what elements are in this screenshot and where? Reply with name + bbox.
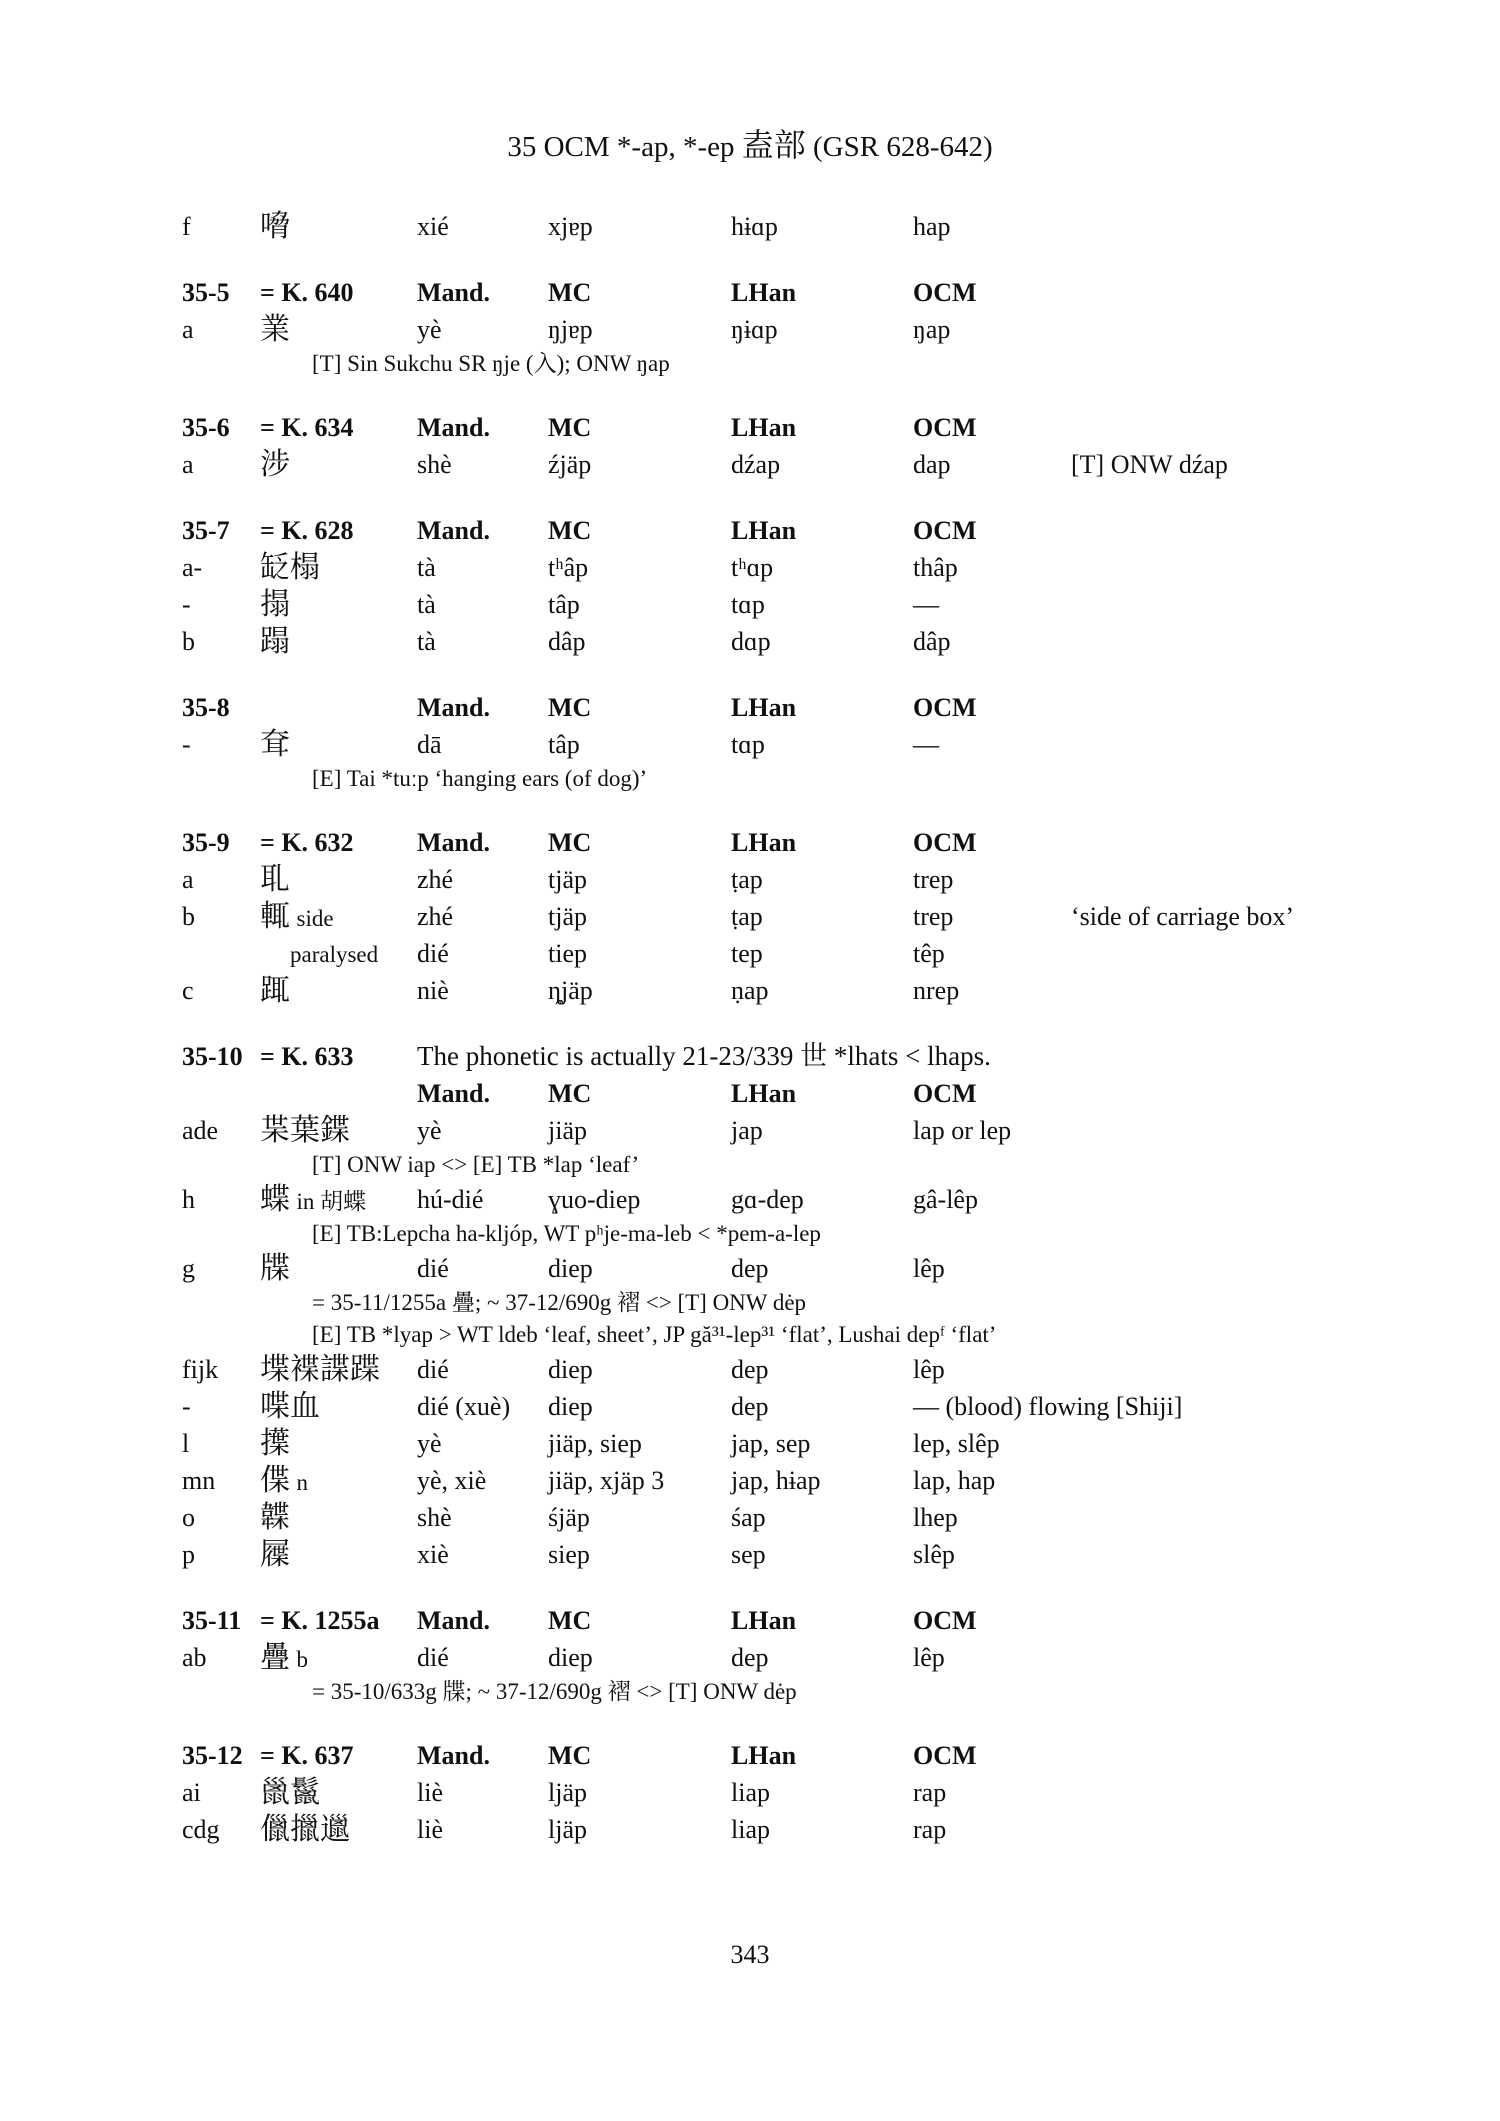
entry-character-cell bbox=[260, 1425, 290, 1463]
entry-middle-chinese: diep bbox=[548, 1392, 593, 1421]
entry-row bbox=[182, 1774, 1342, 1811]
entry-note bbox=[182, 763, 1342, 795]
column-header-mc: MC bbox=[548, 693, 592, 722]
entry-mandarin: tà bbox=[417, 553, 436, 582]
column-header-mand: Mand. bbox=[417, 828, 490, 857]
column-header-mand: Mand. bbox=[417, 1741, 490, 1770]
column-header-ocm: OCM bbox=[913, 1079, 977, 1108]
column-header-ocm: OCM bbox=[913, 278, 977, 307]
column-header-ocm: OCM bbox=[913, 1741, 977, 1770]
column-header-mc: MC bbox=[548, 1741, 592, 1770]
column-header-ocm: OCM bbox=[913, 413, 977, 442]
entry-character-cell bbox=[260, 1351, 380, 1389]
entry-middle-chinese: dâp bbox=[548, 627, 586, 656]
section-header bbox=[182, 1602, 1342, 1639]
section-header bbox=[182, 1737, 1342, 1774]
entry-mandarin: yè, xiè bbox=[417, 1466, 487, 1495]
karlgren-ref: = K. 628 bbox=[260, 516, 354, 545]
entry-note bbox=[182, 1149, 1342, 1181]
entry-character: 偞 bbox=[260, 1463, 290, 1498]
entry-old-chinese: lêp bbox=[913, 1643, 945, 1672]
entry-old-chinese: lêp bbox=[913, 1355, 945, 1384]
entry-character-cell bbox=[260, 446, 290, 484]
column-header-mand: Mand. bbox=[417, 693, 490, 722]
entry-later-han: ṭap bbox=[731, 902, 763, 931]
entry-character: 巤鬣 bbox=[260, 1775, 320, 1810]
entry-character: 韘 bbox=[260, 1500, 290, 1535]
entry-mandarin: dié bbox=[417, 1355, 449, 1384]
column-header-mand: Mand. bbox=[417, 516, 490, 545]
page-number: 343 bbox=[730, 1940, 770, 1969]
entry-middle-chinese: źjäp bbox=[548, 450, 592, 479]
entry-old-chinese: lhep bbox=[913, 1503, 958, 1532]
section-id: 35-10 bbox=[182, 1042, 243, 1071]
entry-old-chinese: trep bbox=[913, 865, 954, 894]
entry-old-chinese: thâp bbox=[913, 553, 958, 582]
column-header-ocm: OCM bbox=[913, 693, 977, 722]
entry-mandarin: tà bbox=[417, 627, 436, 656]
entry-later-han: dep bbox=[731, 1392, 769, 1421]
column-header-lhan: LHan bbox=[731, 828, 797, 857]
entry-label: f bbox=[182, 212, 191, 241]
entry-row bbox=[182, 1462, 1342, 1499]
column-header-lhan: LHan bbox=[731, 693, 797, 722]
entry-row bbox=[182, 1425, 1342, 1462]
entry-label: p bbox=[182, 1540, 195, 1569]
entry-remark: [T] ONW dźap bbox=[1071, 450, 1228, 479]
entry-note bbox=[182, 1676, 1342, 1708]
entry-mandarin: dié bbox=[417, 939, 449, 968]
entry-middle-chinese: ljäp bbox=[548, 1815, 587, 1844]
entry-gloss: b bbox=[296, 1647, 308, 1672]
entry-character-cell bbox=[260, 1639, 308, 1678]
entry-later-han: dɑp bbox=[731, 627, 771, 656]
section-gap bbox=[182, 483, 1342, 512]
entry-later-han: ṭap bbox=[731, 865, 763, 894]
entry-middle-chinese: tâp bbox=[548, 730, 580, 759]
entry-old-chinese: ŋap bbox=[913, 315, 951, 344]
entry-mandarin: liè bbox=[417, 1778, 443, 1807]
entry-row bbox=[182, 1388, 1342, 1425]
entry-character: 搨 bbox=[260, 587, 290, 622]
column-header-mc: MC bbox=[548, 1606, 592, 1635]
entry-character: 嗋 bbox=[260, 209, 290, 244]
entry-mandarin: hú-dié bbox=[417, 1185, 484, 1214]
section-id: 35-6 bbox=[182, 413, 230, 442]
entry-old-chinese: trep bbox=[913, 902, 954, 931]
entry-row bbox=[182, 1351, 1342, 1388]
entry-later-han: ṇap bbox=[731, 976, 769, 1005]
entry-later-han: liap bbox=[731, 1778, 770, 1807]
entry-middle-chinese: tiep bbox=[548, 939, 587, 968]
entry-middle-chinese: jiäp bbox=[548, 1116, 587, 1145]
note-text: [T] ONW iap <> [E] TB *lap ‘leaf’ bbox=[312, 1152, 640, 1177]
running-head-gsr: (GSR 628-642) bbox=[813, 131, 993, 163]
entry-row bbox=[182, 311, 1342, 348]
entry-mandarin: shè bbox=[417, 1503, 452, 1532]
section-header bbox=[182, 512, 1342, 549]
section-gap bbox=[182, 245, 1342, 274]
entry-later-han: śap bbox=[731, 1503, 766, 1532]
section-id: 35-8 bbox=[182, 693, 230, 722]
entry-gloss: n bbox=[296, 1470, 308, 1495]
section-id: 35-12 bbox=[182, 1741, 243, 1770]
entry-label: fijk bbox=[182, 1355, 219, 1384]
entry-character-cell bbox=[260, 208, 290, 246]
column-header-mc: MC bbox=[548, 278, 592, 307]
entry-later-han: dep bbox=[731, 1643, 769, 1672]
entry-label: h bbox=[182, 1185, 195, 1214]
entry-character: 疊 bbox=[260, 1640, 290, 1675]
entry-later-han: dźap bbox=[731, 450, 781, 479]
karlgren-ref: = K. 634 bbox=[260, 413, 354, 442]
entry-old-chinese: dâp bbox=[913, 627, 951, 656]
entry-later-han: jap, hɨap bbox=[731, 1466, 821, 1495]
entry-old-chinese: lap, hap bbox=[913, 1466, 996, 1495]
entry-note bbox=[182, 1218, 1342, 1250]
entry-row bbox=[182, 446, 1342, 483]
entry-label: ai bbox=[182, 1778, 201, 1807]
entry-gloss: in 胡蝶 bbox=[296, 1189, 367, 1214]
entry-row bbox=[182, 1250, 1342, 1287]
entry-row bbox=[182, 1639, 1342, 1676]
entry-character-cell bbox=[260, 898, 334, 937]
section-id: 35-9 bbox=[182, 828, 230, 857]
column-header-lhan: LHan bbox=[731, 516, 797, 545]
column-header-lhan: LHan bbox=[731, 1079, 797, 1108]
entry-later-han: tʰɑp bbox=[731, 553, 774, 582]
entry-character-cell bbox=[260, 726, 290, 764]
entry-middle-chinese: tjäp bbox=[548, 902, 587, 931]
entry-old-chinese: hap bbox=[913, 212, 951, 241]
entry-row bbox=[182, 1536, 1342, 1573]
entry-label: ade bbox=[182, 1116, 219, 1145]
section-header bbox=[182, 274, 1342, 311]
entry-mandarin: liè bbox=[417, 1815, 443, 1844]
entry-character: 踂 bbox=[260, 973, 290, 1008]
entry-mandarin: zhé bbox=[417, 865, 454, 894]
entry-middle-chinese: śjäp bbox=[548, 1503, 590, 1532]
entry-character-cell bbox=[260, 549, 320, 587]
entry-mandarin: zhé bbox=[417, 902, 454, 931]
entry-middle-chinese: diep bbox=[548, 1254, 593, 1283]
entry-character: 耴 bbox=[260, 862, 290, 897]
entry-character-cell bbox=[260, 1462, 308, 1501]
entry-label: a- bbox=[182, 553, 203, 582]
column-header-mc: MC bbox=[548, 1079, 592, 1108]
entry-old-chinese: — bbox=[913, 590, 939, 619]
section-header bbox=[182, 1038, 1342, 1075]
column-header-mc: MC bbox=[548, 828, 592, 857]
entry-label: mn bbox=[182, 1466, 216, 1495]
entry-character-cell bbox=[260, 586, 290, 624]
entry-middle-chinese: diep bbox=[548, 1355, 593, 1384]
entry-old-chinese: gâ-lêp bbox=[913, 1185, 978, 1214]
section-gap bbox=[182, 795, 1342, 824]
section-gap bbox=[182, 660, 1342, 689]
note-text: [T] Sin Sukchu SR ŋje (入); ONW ŋap bbox=[312, 351, 670, 376]
entry-note bbox=[182, 348, 1342, 380]
entry-old-chinese: dap bbox=[913, 450, 951, 479]
entry-character: 枼葉鍱 bbox=[260, 1113, 350, 1148]
note-text: = 35-11/1255a 疊; ~ 37-12/690g 褶 <> [T] ONW dėp bbox=[312, 1290, 807, 1315]
entry-old-chinese: — (blood) flowing [Shiji] bbox=[913, 1392, 1183, 1421]
entry-old-chinese: têp bbox=[913, 939, 945, 968]
entry-middle-chinese: diep bbox=[548, 1643, 593, 1672]
entry-character-cell bbox=[260, 861, 290, 899]
entry-later-han: dep bbox=[731, 1254, 769, 1283]
entry-row bbox=[182, 586, 1342, 623]
column-header-mand: Mand. bbox=[417, 413, 490, 442]
entry-mandarin: xiè bbox=[417, 1540, 449, 1569]
entry-row bbox=[182, 1499, 1342, 1536]
entry-old-chinese: — bbox=[913, 730, 939, 759]
column-header-lhan: LHan bbox=[731, 1606, 797, 1635]
column-header-lhan: LHan bbox=[731, 413, 797, 442]
running-head-text: 35 OCM *-ap, *-ep bbox=[507, 131, 735, 163]
entry-middle-chinese: ȵjäp bbox=[548, 976, 593, 1005]
entries-body bbox=[182, 208, 1342, 1848]
entry-old-chinese: lêp bbox=[913, 1254, 945, 1283]
entry-middle-chinese: ljäp bbox=[548, 1778, 587, 1807]
section-id: 35-11 bbox=[182, 1606, 242, 1635]
section-gap bbox=[182, 380, 1342, 409]
entry-character: 耷 bbox=[260, 727, 290, 762]
entry-mandarin: dié (xuè) bbox=[417, 1392, 511, 1421]
entry-middle-chinese: ŋjɐp bbox=[548, 315, 593, 344]
entry-old-chinese: slêp bbox=[913, 1540, 955, 1569]
entry-character-cell bbox=[260, 1811, 350, 1849]
entry-mandarin: tà bbox=[417, 590, 436, 619]
entry-row bbox=[182, 898, 1342, 935]
entry-mandarin: shè bbox=[417, 450, 452, 479]
entry-later-han: gɑ-dep bbox=[731, 1185, 804, 1214]
entry-note bbox=[182, 1287, 1342, 1319]
entry-label: o bbox=[182, 1503, 195, 1532]
column-header-mc: MC bbox=[548, 516, 592, 545]
column-header-lhan: LHan bbox=[731, 1741, 797, 1770]
entry-later-han: sep bbox=[731, 1540, 766, 1569]
entry-label: c bbox=[182, 976, 194, 1005]
entry-mandarin: yè bbox=[417, 315, 442, 344]
entry-later-han: liap bbox=[731, 1815, 770, 1844]
section-header bbox=[182, 409, 1342, 446]
entry-row bbox=[182, 861, 1342, 898]
entry-row bbox=[182, 726, 1342, 763]
column-header-mand: Mand. bbox=[417, 1079, 490, 1108]
entry-row bbox=[182, 1811, 1342, 1848]
entry-label: l bbox=[182, 1429, 190, 1458]
column-header-mand: Mand. bbox=[417, 1606, 490, 1635]
entry-row bbox=[182, 1112, 1342, 1149]
entry-middle-chinese: ɣuo-diep bbox=[548, 1185, 641, 1214]
entry-later-han: dep bbox=[731, 1355, 769, 1384]
column-header-ocm: OCM bbox=[913, 516, 977, 545]
entry-row bbox=[182, 935, 1342, 972]
note-text: [E] TB:Lepcha ha-kljóp, WT pʰje-ma-leb < *pem-a-lep bbox=[312, 1221, 821, 1246]
entry-character-cell bbox=[260, 1250, 290, 1288]
entry-label: ab bbox=[182, 1643, 207, 1672]
entry-later-han: tep bbox=[731, 939, 763, 968]
section-gap bbox=[182, 1708, 1342, 1737]
note-text: [E] TB *lyap > WT ldeb ‘leaf, sheet’, JP gă³¹-lep³¹ ‘flat’, Lushai depᶠ ‘flat’ bbox=[312, 1322, 997, 1347]
entry-later-han: tɑp bbox=[731, 730, 765, 759]
entry-character: 業 bbox=[260, 312, 290, 347]
entry-middle-chinese: jiäp, xjäp 3 bbox=[548, 1466, 665, 1495]
entry-old-chinese: lep, slêp bbox=[913, 1429, 1000, 1458]
column-header-row bbox=[182, 1075, 1342, 1112]
entry-character-cell bbox=[260, 311, 290, 349]
entry-middle-chinese: tjäp bbox=[548, 865, 587, 894]
entry-row bbox=[182, 208, 1342, 245]
entry-label: cdg bbox=[182, 1815, 220, 1844]
column-header-ocm: OCM bbox=[913, 1606, 977, 1635]
entry-character: 堞褋諜蹀 bbox=[260, 1352, 380, 1387]
entry-label: - bbox=[182, 730, 191, 759]
entry-row bbox=[182, 972, 1342, 1009]
entry-later-han: hɨɑp bbox=[731, 212, 778, 241]
entry-later-han: jap bbox=[731, 1116, 763, 1145]
entry-character: 儠擸邋 bbox=[260, 1812, 350, 1847]
entry-row bbox=[182, 549, 1342, 586]
entry-character-cell bbox=[260, 1536, 290, 1574]
entry-middle-chinese: tâp bbox=[548, 590, 580, 619]
entry-old-chinese: rap bbox=[913, 1778, 947, 1807]
running-head-cjk: 盍部 bbox=[741, 126, 806, 164]
section-header bbox=[182, 824, 1342, 861]
note-text: = 35-10/633g 牒; ~ 37-12/690g 褶 <> [T] ONW dėp bbox=[312, 1679, 797, 1704]
entry-label: b bbox=[182, 902, 195, 931]
entry-character: 涉 bbox=[260, 447, 290, 482]
entry-character: 蹋 bbox=[260, 624, 290, 659]
entry-character: 喋血 bbox=[260, 1389, 320, 1424]
entry-character-cell bbox=[290, 935, 378, 973]
column-header-mand: Mand. bbox=[417, 278, 490, 307]
entry-middle-chinese: xjɐp bbox=[548, 212, 593, 241]
section-id: 35-5 bbox=[182, 278, 230, 307]
entry-later-han: tɑp bbox=[731, 590, 765, 619]
entry-label: g bbox=[182, 1254, 195, 1283]
entry-character: 䍇榻 bbox=[260, 550, 320, 585]
entry-character: 蝶 bbox=[260, 1182, 290, 1217]
entry-mandarin: xié bbox=[417, 212, 449, 241]
entry-label: - bbox=[182, 590, 191, 619]
karlgren-ref: = K. 1255a bbox=[260, 1606, 380, 1635]
entry-gloss: paralysed bbox=[290, 942, 379, 967]
entry-remark: ‘side of carriage box’ bbox=[1071, 902, 1295, 931]
entry-note bbox=[182, 1319, 1342, 1351]
entry-gloss: side bbox=[296, 906, 334, 931]
entry-middle-chinese: jiäp, siep bbox=[548, 1429, 642, 1458]
entry-mandarin: dié bbox=[417, 1643, 449, 1672]
entry-old-chinese: lap or lep bbox=[913, 1116, 1012, 1145]
entry-character: 擛 bbox=[260, 1426, 290, 1461]
karlgren-ref: = K. 637 bbox=[260, 1741, 354, 1770]
karlgren-ref: = K. 640 bbox=[260, 278, 354, 307]
entry-row bbox=[182, 1181, 1342, 1218]
entry-old-chinese: nrep bbox=[913, 976, 960, 1005]
entry-character: 輒 bbox=[260, 899, 290, 934]
entry-middle-chinese: tʰâp bbox=[548, 553, 589, 582]
column-header-lhan: LHan bbox=[731, 278, 797, 307]
entry-label: a bbox=[182, 450, 194, 479]
entry-label: - bbox=[182, 1392, 191, 1421]
entry-label: a bbox=[182, 315, 194, 344]
entry-character-cell bbox=[260, 1499, 290, 1537]
entry-later-han: jap, sep bbox=[731, 1429, 811, 1458]
entry-mandarin: yè bbox=[417, 1116, 442, 1145]
running-head bbox=[0, 120, 1500, 166]
phonetic-note: The phonetic is actually 21-23/339 世 *lhats < lhaps. bbox=[417, 1041, 991, 1071]
entry-row bbox=[182, 623, 1342, 660]
entry-character-cell bbox=[260, 1388, 320, 1426]
entry-label: b bbox=[182, 627, 195, 656]
entry-later-han: ŋɨɑp bbox=[731, 315, 778, 344]
entry-mandarin: dā bbox=[417, 730, 442, 759]
entry-mandarin: niè bbox=[417, 976, 449, 1005]
karlgren-ref: = K. 633 bbox=[260, 1042, 354, 1071]
column-header-ocm: OCM bbox=[913, 828, 977, 857]
entry-character-cell bbox=[260, 1112, 350, 1150]
entry-character: 牒 bbox=[260, 1251, 290, 1286]
entry-mandarin: yè bbox=[417, 1429, 442, 1458]
entry-character-cell bbox=[260, 1774, 320, 1812]
entry-middle-chinese: siep bbox=[548, 1540, 590, 1569]
karlgren-ref: = K. 632 bbox=[260, 828, 354, 857]
entry-character-cell bbox=[260, 623, 290, 661]
section-header bbox=[182, 689, 1342, 726]
entry-label: a bbox=[182, 865, 194, 894]
section-id: 35-7 bbox=[182, 516, 230, 545]
note-text: [E] Tai *tuːp ‘hanging ears (of dog)’ bbox=[312, 766, 648, 791]
entry-character-cell bbox=[260, 1181, 366, 1220]
section-gap bbox=[182, 1009, 1342, 1038]
entry-old-chinese: rap bbox=[913, 1815, 947, 1844]
entry-mandarin: dié bbox=[417, 1254, 449, 1283]
column-header-mc: MC bbox=[548, 413, 592, 442]
section-gap bbox=[182, 1573, 1342, 1602]
entry-character: 屧 bbox=[260, 1537, 290, 1572]
entry-character-cell bbox=[260, 972, 290, 1010]
